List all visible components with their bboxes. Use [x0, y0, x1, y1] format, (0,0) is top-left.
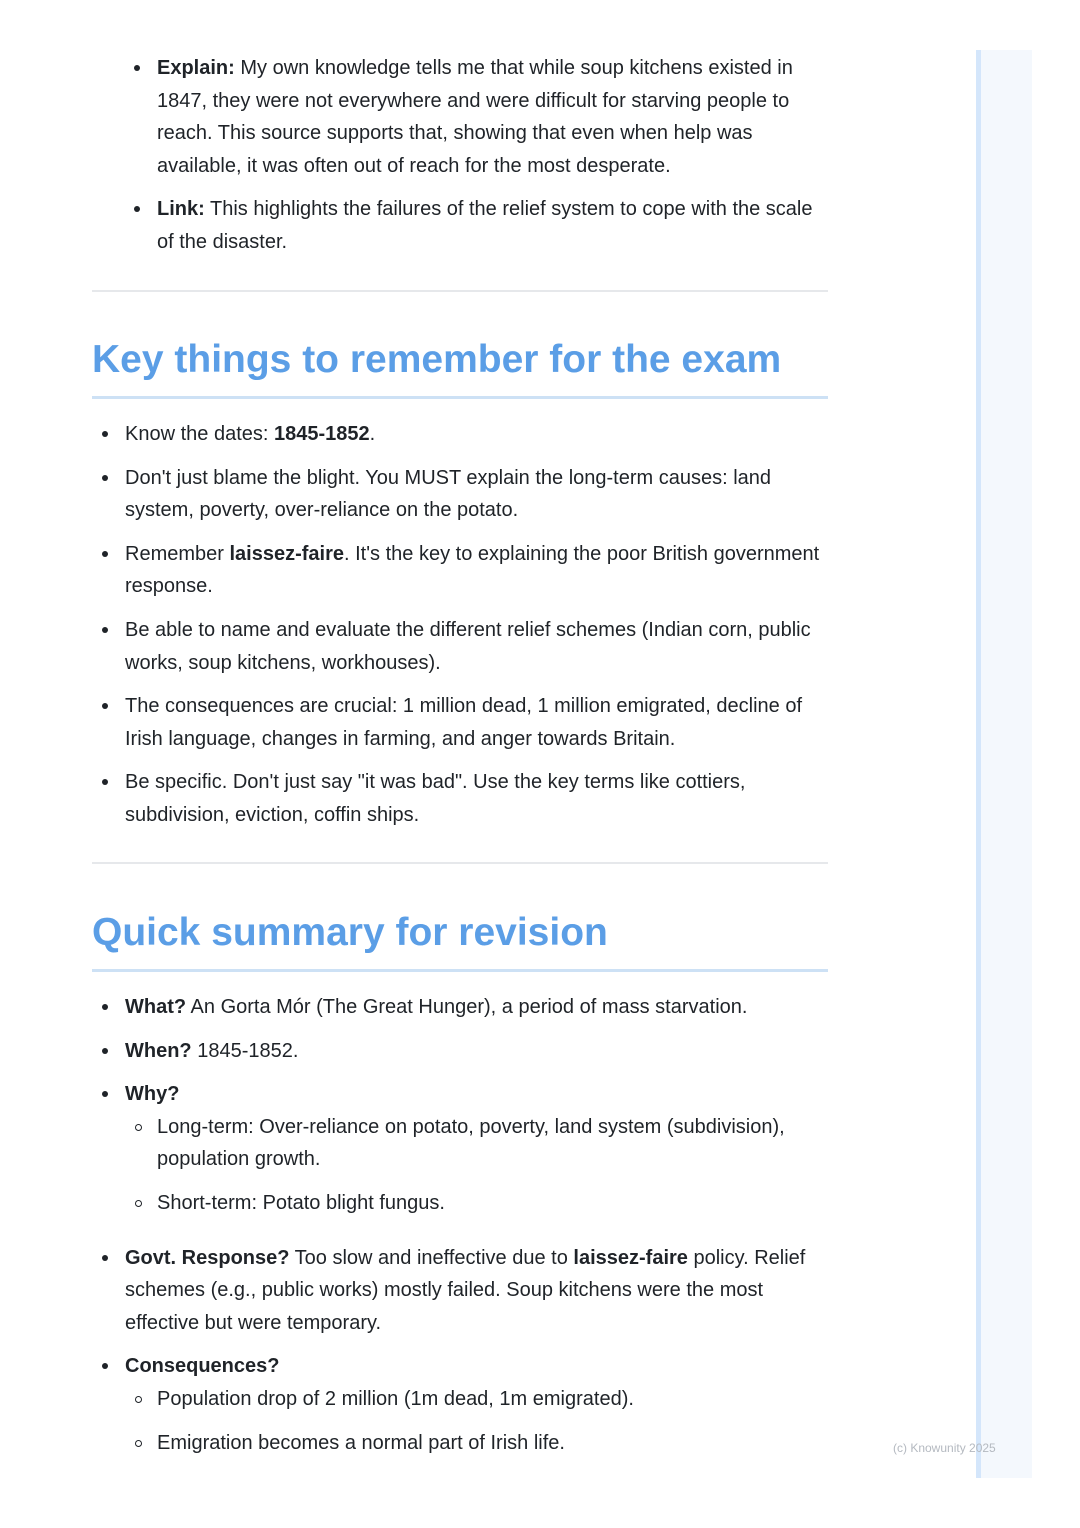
item-text: My own knowledge tells me that while soup kitchens existed in 1847, they were not everywhere and were difficult for starving people to reach. This source supports that, showing that even when help was available, it was often out of reach for the most desperate. — [157, 57, 793, 177]
list-item-why: Why? Long-term: Over-reliance on potato, poverty, land system (subdivision), population growth. Short-term: Potato blight fungus. — [92, 1078, 828, 1219]
list-item: Be specific. Don't just say "it was bad". Use the key terms like cottiers, subdivision, eviction, coffin ships. — [92, 766, 828, 831]
intro-list — [92, 52, 828, 270]
list-item — [92, 52, 828, 182]
side-panel — [976, 50, 1032, 1478]
divider — [92, 290, 828, 292]
section-heading-exam: Key things to remember for the exam — [92, 336, 828, 399]
consequences-sublist — [125, 1383, 828, 1459]
list-item-consequences: Consequences? Population drop of 2 million (1m dead, 1m emigrated). Emigration becomes a normal part of Irish life. — [92, 1350, 828, 1459]
sublist-item: Short-term: Potato blight fungus. — [125, 1187, 828, 1220]
item-label: Link: — [157, 198, 205, 221]
list-item: Know the dates: 1845-1852. — [92, 418, 828, 451]
item-label: Explain: — [157, 57, 235, 79]
list-item-what: What? An Gorta Mór (The Great Hunger), a period of mass starvation. — [92, 991, 828, 1024]
list-item: The consequences are crucial: 1 million dead, 1 million emigrated, decline of Irish language, changes in farming, and anger towards Britain. — [92, 690, 828, 755]
list-item: Don't just blame the blight. You MUST explain the long-term causes: land system, poverty, over-reliance on the potato. — [92, 462, 828, 527]
exam-list — [92, 418, 828, 843]
sublist-item: Emigration becomes a normal part of Irish life. — [125, 1427, 828, 1460]
sublist-item: Long-term: Over-reliance on potato, poverty, land system (subdivision), population growth. — [125, 1111, 828, 1176]
item-text: This highlights the failures of the relief system to cope with the scale of the disaster. — [157, 198, 813, 253]
list-item-response: Govt. Response? Too slow and ineffective due to laissez-faire policy. Relief schemes (e.g., public works) mostly failed. Soup kitchens were the most effective but were temporary. — [92, 1242, 828, 1340]
section-heading-summary: Quick summary for revision — [92, 909, 828, 972]
divider — [92, 862, 828, 864]
sublist-item: Population drop of 2 million (1m dead, 1m emigrated). — [125, 1383, 828, 1416]
summary-list — [92, 991, 828, 1470]
list-item: Be able to name and evaluate the different relief schemes (Indian corn, public works, soup kitchens, workhouses). — [92, 614, 828, 679]
list-item-when: When? 1845-1852. — [92, 1035, 828, 1068]
copyright-footer: (c) Knowunity 2025 — [893, 1441, 996, 1455]
why-sublist — [125, 1111, 828, 1220]
list-item — [92, 193, 828, 258]
list-item: Remember laissez-faire. It's the key to explaining the poor British government response. — [92, 538, 828, 603]
